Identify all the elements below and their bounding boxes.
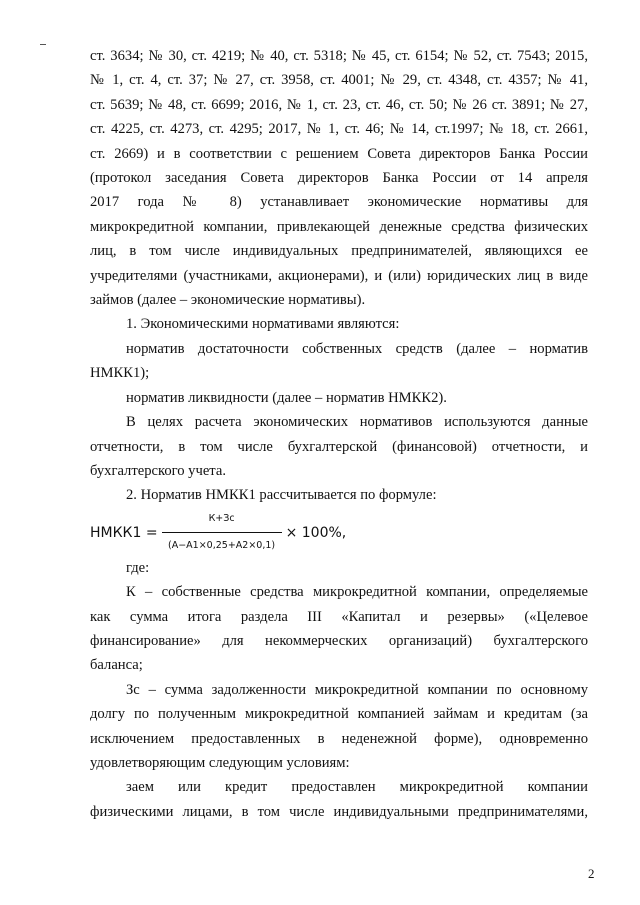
text-line: (протокол заседания Совета директоров Банка России от 14 апреля — [90, 170, 588, 187]
text-line: долгу по полученным микрокредитной компанией займам и кредитам (за — [90, 706, 588, 723]
text-line: бухгалтерского учета. — [90, 462, 226, 479]
text-line: займов (далее – экономические нормативы). — [90, 292, 366, 309]
text-line: норматив достаточности собственных средств (далее – норматив — [126, 340, 588, 357]
formula-lhs: НМКК1 = — [90, 524, 158, 541]
text-line: 2017 года № 8) устанавливает экономические нормативы для — [90, 194, 588, 211]
formula-denominator: (А−А1×0,25+А2×0,1) — [168, 540, 276, 552]
formula-numerator: К+Зс — [162, 507, 282, 533]
text-line: Зс – сумма задолженности микрокредитной компании по основному — [126, 681, 588, 698]
text-line: микрокредитной компании, привлекающей денежные средства физических — [90, 218, 588, 235]
text-line: ст. 5639; № 48, ст. 6699; 2016, № 1, ст. 23, ст. 46, ст. 50; № 26 ст. 3891; № 27, — [90, 96, 588, 113]
text-line: 1. Экономическими нормативами являются: — [126, 316, 400, 333]
text-line: ст. 4225, ст. 4273, ст. 4295; 2017, № 1, ст. 46; № 14, ст.1997; № 18, ст. 2661, — [90, 121, 588, 138]
formula-fraction — [162, 507, 282, 559]
text-line: исключением предоставленных в неденежной форме), одновременно — [90, 730, 588, 747]
page-number: 2 — [588, 866, 595, 881]
body-text — [90, 44, 588, 824]
text-line: К – собственные средства микрокредитной компании, определяемые — [126, 584, 588, 601]
text-line: как сумма итога раздела III «Капитал и резервы» («Целевое — [90, 608, 588, 625]
text-line: ст. 3634; № 30, ст. 4219; № 40, ст. 5318; № 45, ст. 6154; № 52, ст. 7543; 2015, — [90, 48, 588, 64]
text-line: норматив ликвидности (далее – норматив НМКК2). — [126, 389, 447, 406]
text-line: отчетности, в том числе бухгалтерской (финансовой) отчетности, и — [90, 438, 588, 455]
text-line: 2. Норматив НМКК1 рассчитывается по формуле: — [126, 487, 437, 504]
text-line: физическими лицами, в том числе индивидуальными предпринимателями, — [90, 803, 588, 820]
text-line: финансирование» для некоммерческих организаций) бухгалтерского — [90, 632, 588, 649]
text-line: лиц, в том числе индивидуальных предпринимателей, являющихся ее — [90, 243, 588, 260]
text-line: заем или кредит предоставлен микрокредитной компании — [126, 779, 588, 796]
text-line: НМКК1); — [90, 365, 150, 382]
text-line: ст. 2669) и в соответствии с решением Совета директоров Банка России — [90, 145, 588, 162]
text-line: № 1, ст. 4, ст. 37; № 27, ст. 3958, ст. 4001; № 29, ст. 4348, ст. 4357; № 41, — [90, 72, 588, 89]
formula-nmkk1 — [90, 512, 588, 554]
text-line: баланса; — [90, 657, 143, 674]
text-line: учредителями (участниками, акционерами), и (или) юридических лиц в виде — [90, 267, 588, 284]
text-line: удовлетворяющим следующим условиям: — [90, 754, 350, 771]
text-line: В целях расчета экономических нормативов используются данные — [126, 414, 588, 431]
corner-mark — [40, 44, 46, 45]
formula-rhs: × 100%, — [285, 524, 347, 541]
text-line: где: — [126, 559, 150, 576]
